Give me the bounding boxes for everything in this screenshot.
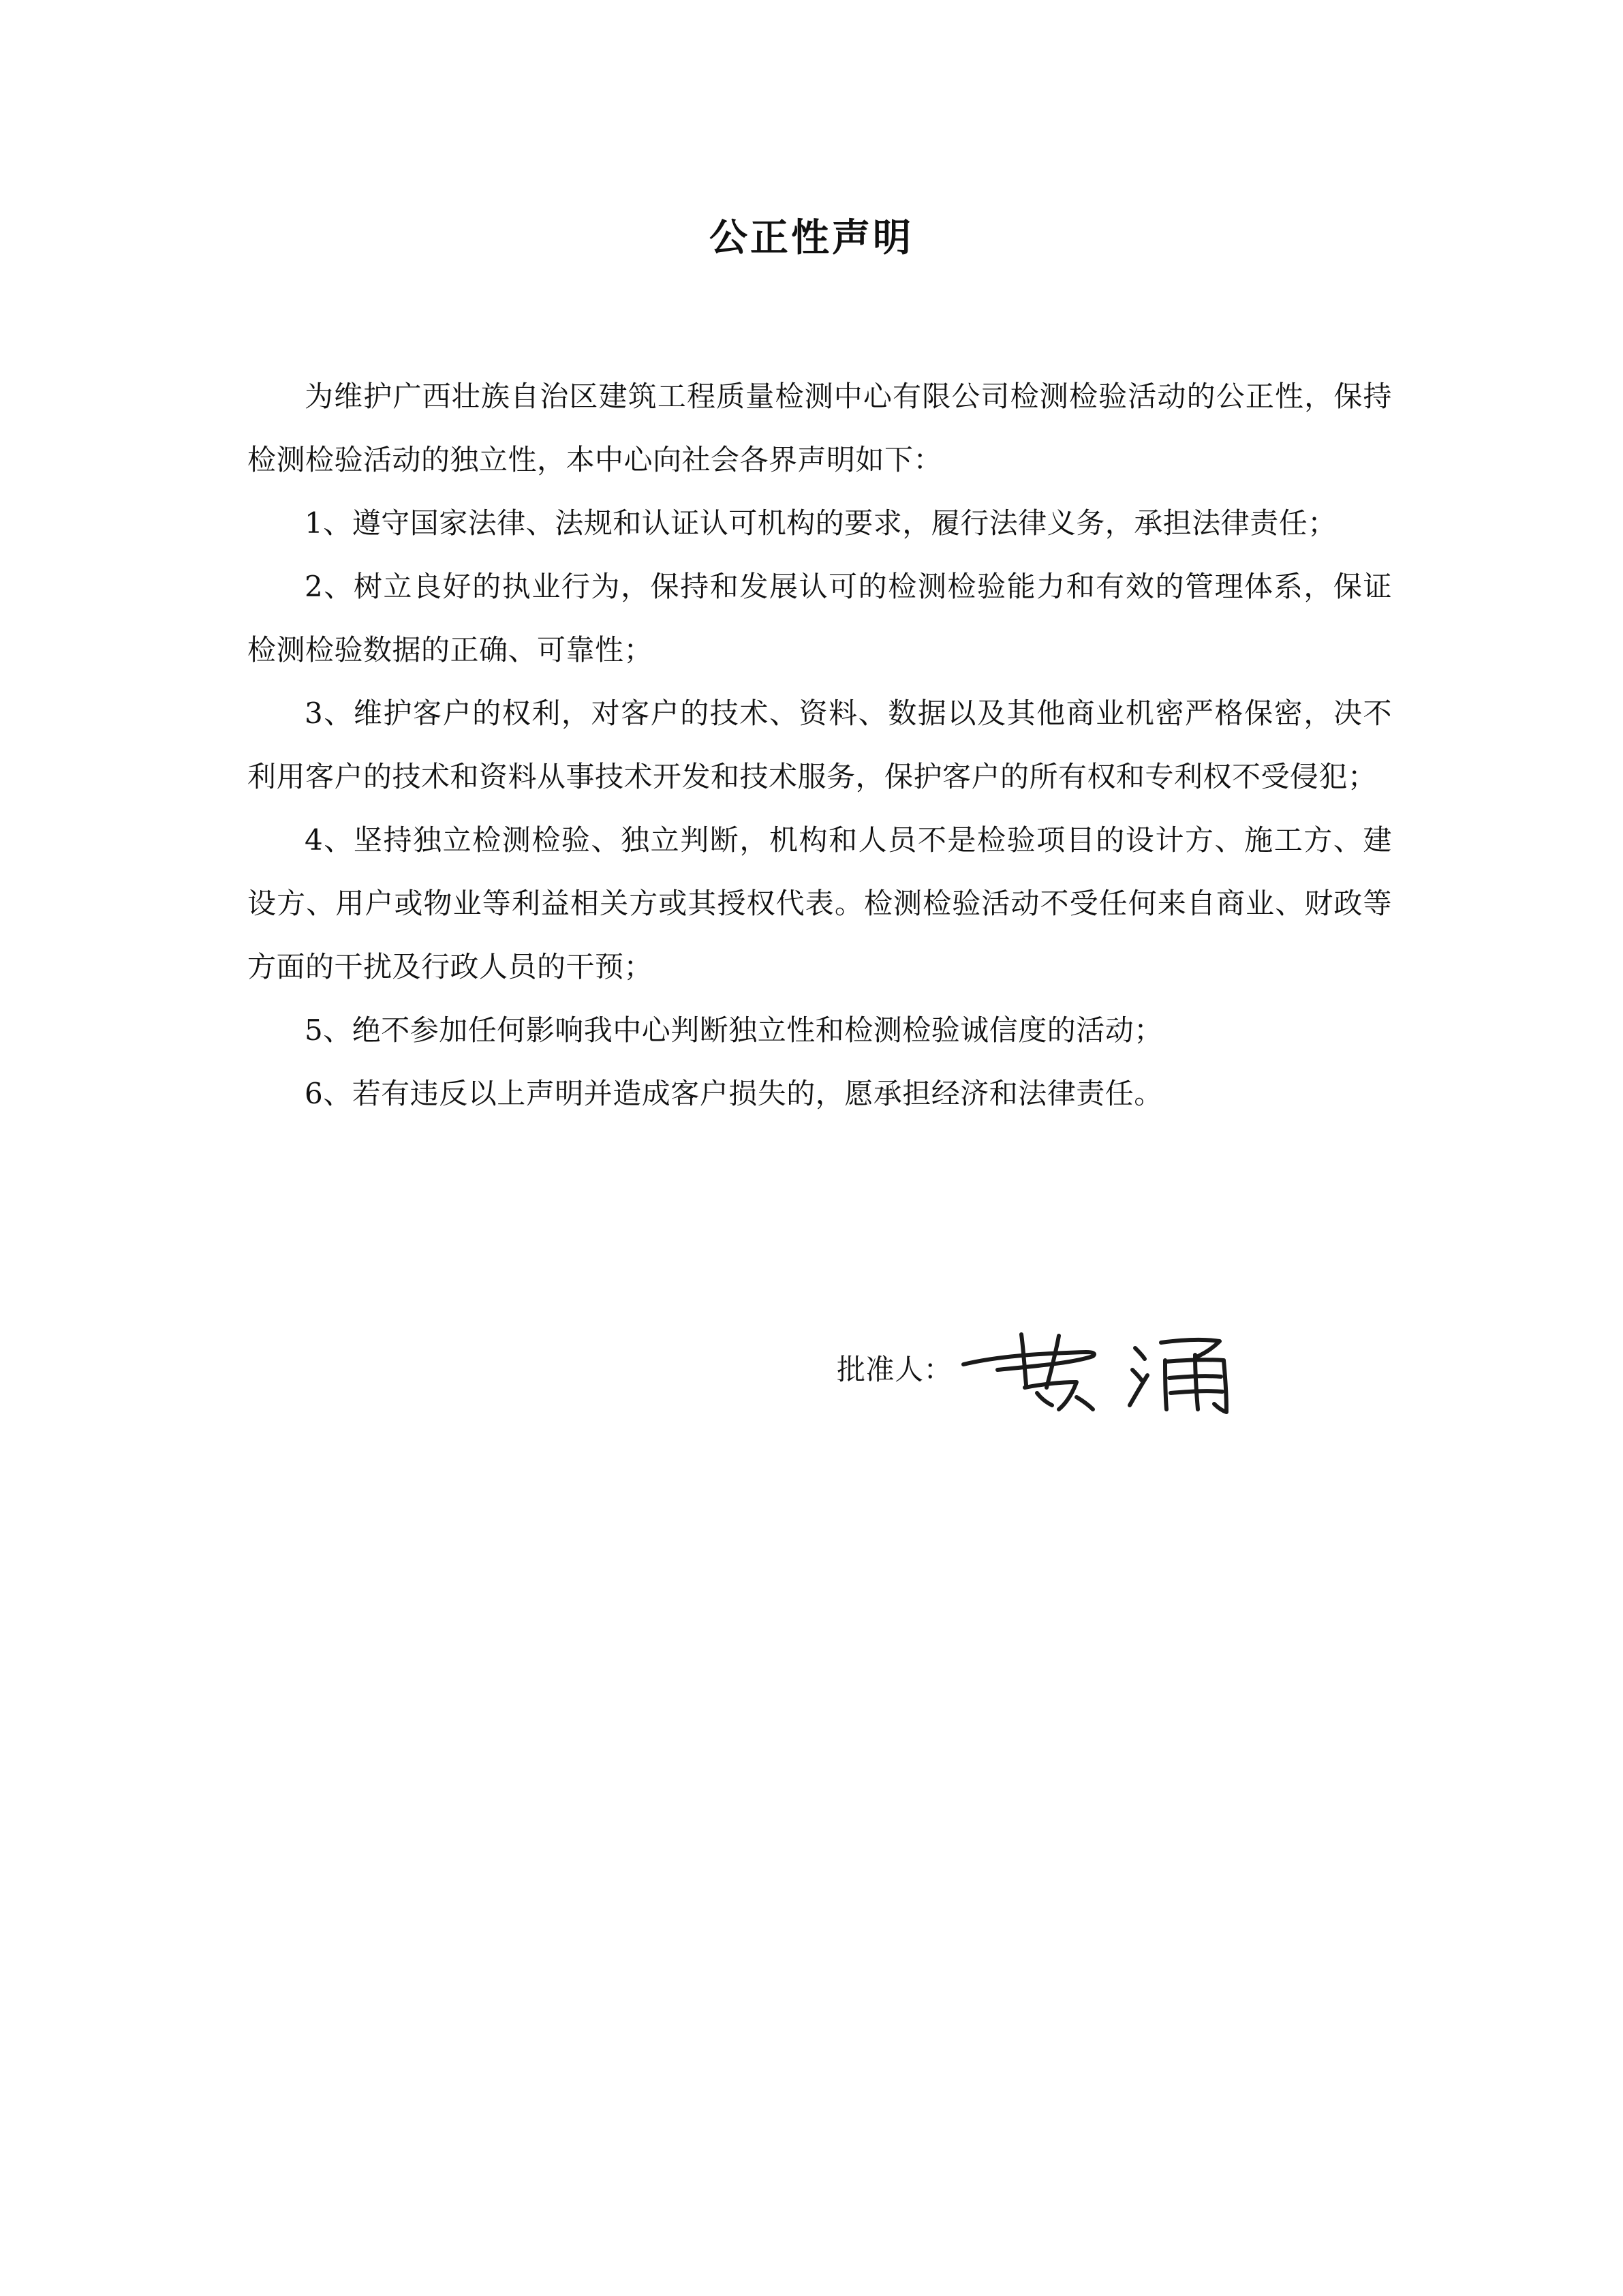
- clause-5: 5、绝不参加任何影响我中心判断独立性和检测检验诚信度的活动；: [305, 1013, 1163, 1047]
- clause-2: 2、树立良好的执业行为，保持和发展认可的检测检验能力和有效的管理体系，保证检测检验数据的正确、可靠性；: [247, 570, 1392, 667]
- document-title: 公正性声明: [709, 216, 914, 260]
- approver-signature-block: [837, 1322, 1243, 1418]
- handwritten-signature: [957, 1322, 1243, 1418]
- clause-6: 6、若有违反以上声明并造成客户损失的，愿承担经济和法律责任。: [305, 1077, 1163, 1110]
- clause-4: 4、坚持独立检测检验、独立判断，机构和人员不是检验项目的设计方、施工方、建设方、用户或物业等利益相关方或其授权代表。检测检验活动不受任何来自商业、财政等方面的干扰及行政人员的干预；: [247, 823, 1392, 983]
- intro-paragraph: 为维护广西壮族自治区建筑工程质量检测中心有限公司检测检验活动的公正性，保持检测检验活动的独立性，本中心向社会各界声明如下：: [247, 380, 1392, 476]
- approver-label: 批准人：: [837, 1353, 953, 1386]
- declaration-body: [247, 365, 1392, 1125]
- clause-3: 3、维护客户的权利，对客户的技术、资料、数据以及其他商业机密严格保密，决不利用客户的技术和资料从事技术开发和技术服务，保护客户的所有权和专利权不受侵犯；: [247, 697, 1392, 793]
- clause-1: 1、遵守国家法律、法规和认证认可机构的要求，履行法律义务，承担法律责任；: [305, 506, 1337, 540]
